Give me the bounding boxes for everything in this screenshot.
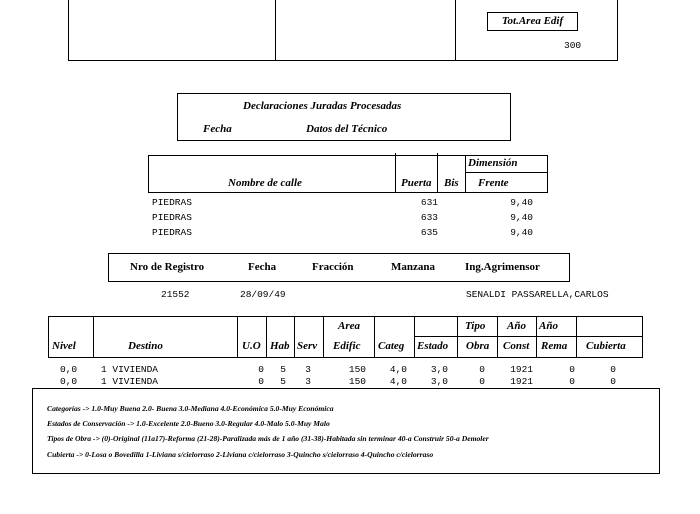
- rema-value: 0: [569, 376, 575, 387]
- rema-value: 0: [569, 364, 575, 375]
- niveles-header-uo: U.O: [242, 340, 261, 352]
- calle-frente: 9,40: [510, 197, 533, 208]
- niveles-header-categ: Categ: [378, 340, 405, 352]
- calle-nombre: PIEDRAS: [152, 227, 192, 238]
- niveles-header-cubierta: Cubierta: [586, 340, 626, 352]
- tot-area-label: Tot.Area Edif: [501, 15, 564, 27]
- declaraciones-tecnico-label: Datos del Técnico: [306, 123, 388, 135]
- area-value: 150: [348, 376, 366, 387]
- nivel-value: 0,0: [60, 376, 78, 387]
- hab-value: 5: [280, 364, 286, 375]
- calles-header-frente: Frente: [478, 177, 509, 189]
- registro-agrimensor: SENALDI PASSARELLA,CARLOS: [466, 289, 609, 300]
- estado-value: 3,0: [430, 364, 448, 375]
- legend-categorias: Categorías -> 1.0-Muy Buena 2.0- Buena 3.0-Mediana 4.0-Económica 5.0-Muy Económica: [47, 404, 334, 413]
- niveles-header-hab: Hab: [270, 340, 290, 352]
- calles-header-nombre: Nombre de calle: [228, 177, 302, 189]
- uo-value: 0: [258, 376, 264, 387]
- registro-fecha: 28/09/49: [240, 289, 286, 300]
- registro-nro: 21552: [161, 289, 190, 300]
- declaraciones-fecha-label: Fecha: [203, 123, 232, 135]
- calles-header-puerta: Puerta: [401, 177, 432, 189]
- registro-header-nro: Nro de Registro: [130, 261, 205, 273]
- estado-value: 3,0: [430, 376, 448, 387]
- calle-puerta: 633: [420, 212, 438, 223]
- serv-value: 3: [305, 376, 311, 387]
- niveles-header-tipo-bottom: Obra: [466, 340, 490, 352]
- legend-box: [32, 388, 660, 474]
- calle-nombre: PIEDRAS: [152, 197, 192, 208]
- ano-value: 1921: [510, 364, 533, 375]
- cubierta-value: 0: [610, 364, 616, 375]
- calle-frente: 9,40: [510, 227, 533, 238]
- registro-header-fraccion: Fracción: [312, 261, 354, 273]
- registro-header-fecha: Fecha: [248, 261, 277, 273]
- legend-cubierta: Cubierta -> 0-Losa o Bovedilla 1-Liviana s/cielorraso 2-Liviana c/cielorraso 3-Quincho s/cielorraso 4-Quincho c/cielorraso: [47, 450, 434, 459]
- legend-conservacion: Estados de Conservación -> 1.0-Excelente 2.0-Bueno 3.0-Regular 4.0-Malo 5.0-Muy Malo: [47, 419, 330, 428]
- calles-header-dimension: Dimensión: [468, 157, 518, 169]
- calle-puerta: 631: [420, 197, 438, 208]
- niveles-header-tipo-top: Tipo: [465, 320, 486, 332]
- area-value: 150: [348, 364, 366, 375]
- destino-value: 1 VIVIENDA: [101, 376, 159, 387]
- niveles-header-rema-top: Año: [539, 320, 558, 332]
- cubierta-value: 0: [610, 376, 616, 387]
- niveles-header-estado: Estado: [417, 340, 449, 352]
- legend-tipos-obra: Tipos de Obra -> (0)-Original (11a17)-Reforma (21-28)-Paralizada más de 1 año (31-38)-Habitada sin terminar 40-a Construir 50-a Demoler: [47, 434, 489, 443]
- hab-value: 5: [280, 376, 286, 387]
- niveles-header-rema-bottom: Rema: [541, 340, 568, 352]
- ano-value: 1921: [510, 376, 533, 387]
- tipo-value: 0: [479, 376, 485, 387]
- destino-value: 1 VIVIENDA: [101, 364, 159, 375]
- uo-value: 0: [258, 364, 264, 375]
- tipo-value: 0: [479, 364, 485, 375]
- nivel-value: 0,0: [60, 364, 78, 375]
- calle-nombre: PIEDRAS: [152, 212, 192, 223]
- categ-value: 4,0: [389, 364, 407, 375]
- calle-puerta: 635: [420, 227, 438, 238]
- niveles-header-area-bottom: Edific: [333, 340, 361, 352]
- tot-area-value: 300: [564, 40, 582, 51]
- niveles-header-serv: Serv: [297, 340, 318, 352]
- niveles-header-nivel: Nivel: [52, 340, 76, 352]
- declaraciones-title: Declaraciones Juradas Procesadas: [243, 100, 402, 112]
- niveles-header-ano-top: Año: [507, 320, 526, 332]
- niveles-header-area-top: Area: [338, 320, 360, 332]
- calle-frente: 9,40: [510, 212, 533, 223]
- serv-value: 3: [305, 364, 311, 375]
- registro-header-manzana: Manzana: [391, 261, 435, 273]
- categ-value: 4,0: [389, 376, 407, 387]
- registro-header-agrimensor: Ing.Agrimensor: [465, 261, 540, 273]
- niveles-header-ano-bottom: Const: [503, 340, 530, 352]
- calles-header-bis: Bis: [444, 177, 459, 189]
- niveles-header-destino: Destino: [128, 340, 163, 352]
